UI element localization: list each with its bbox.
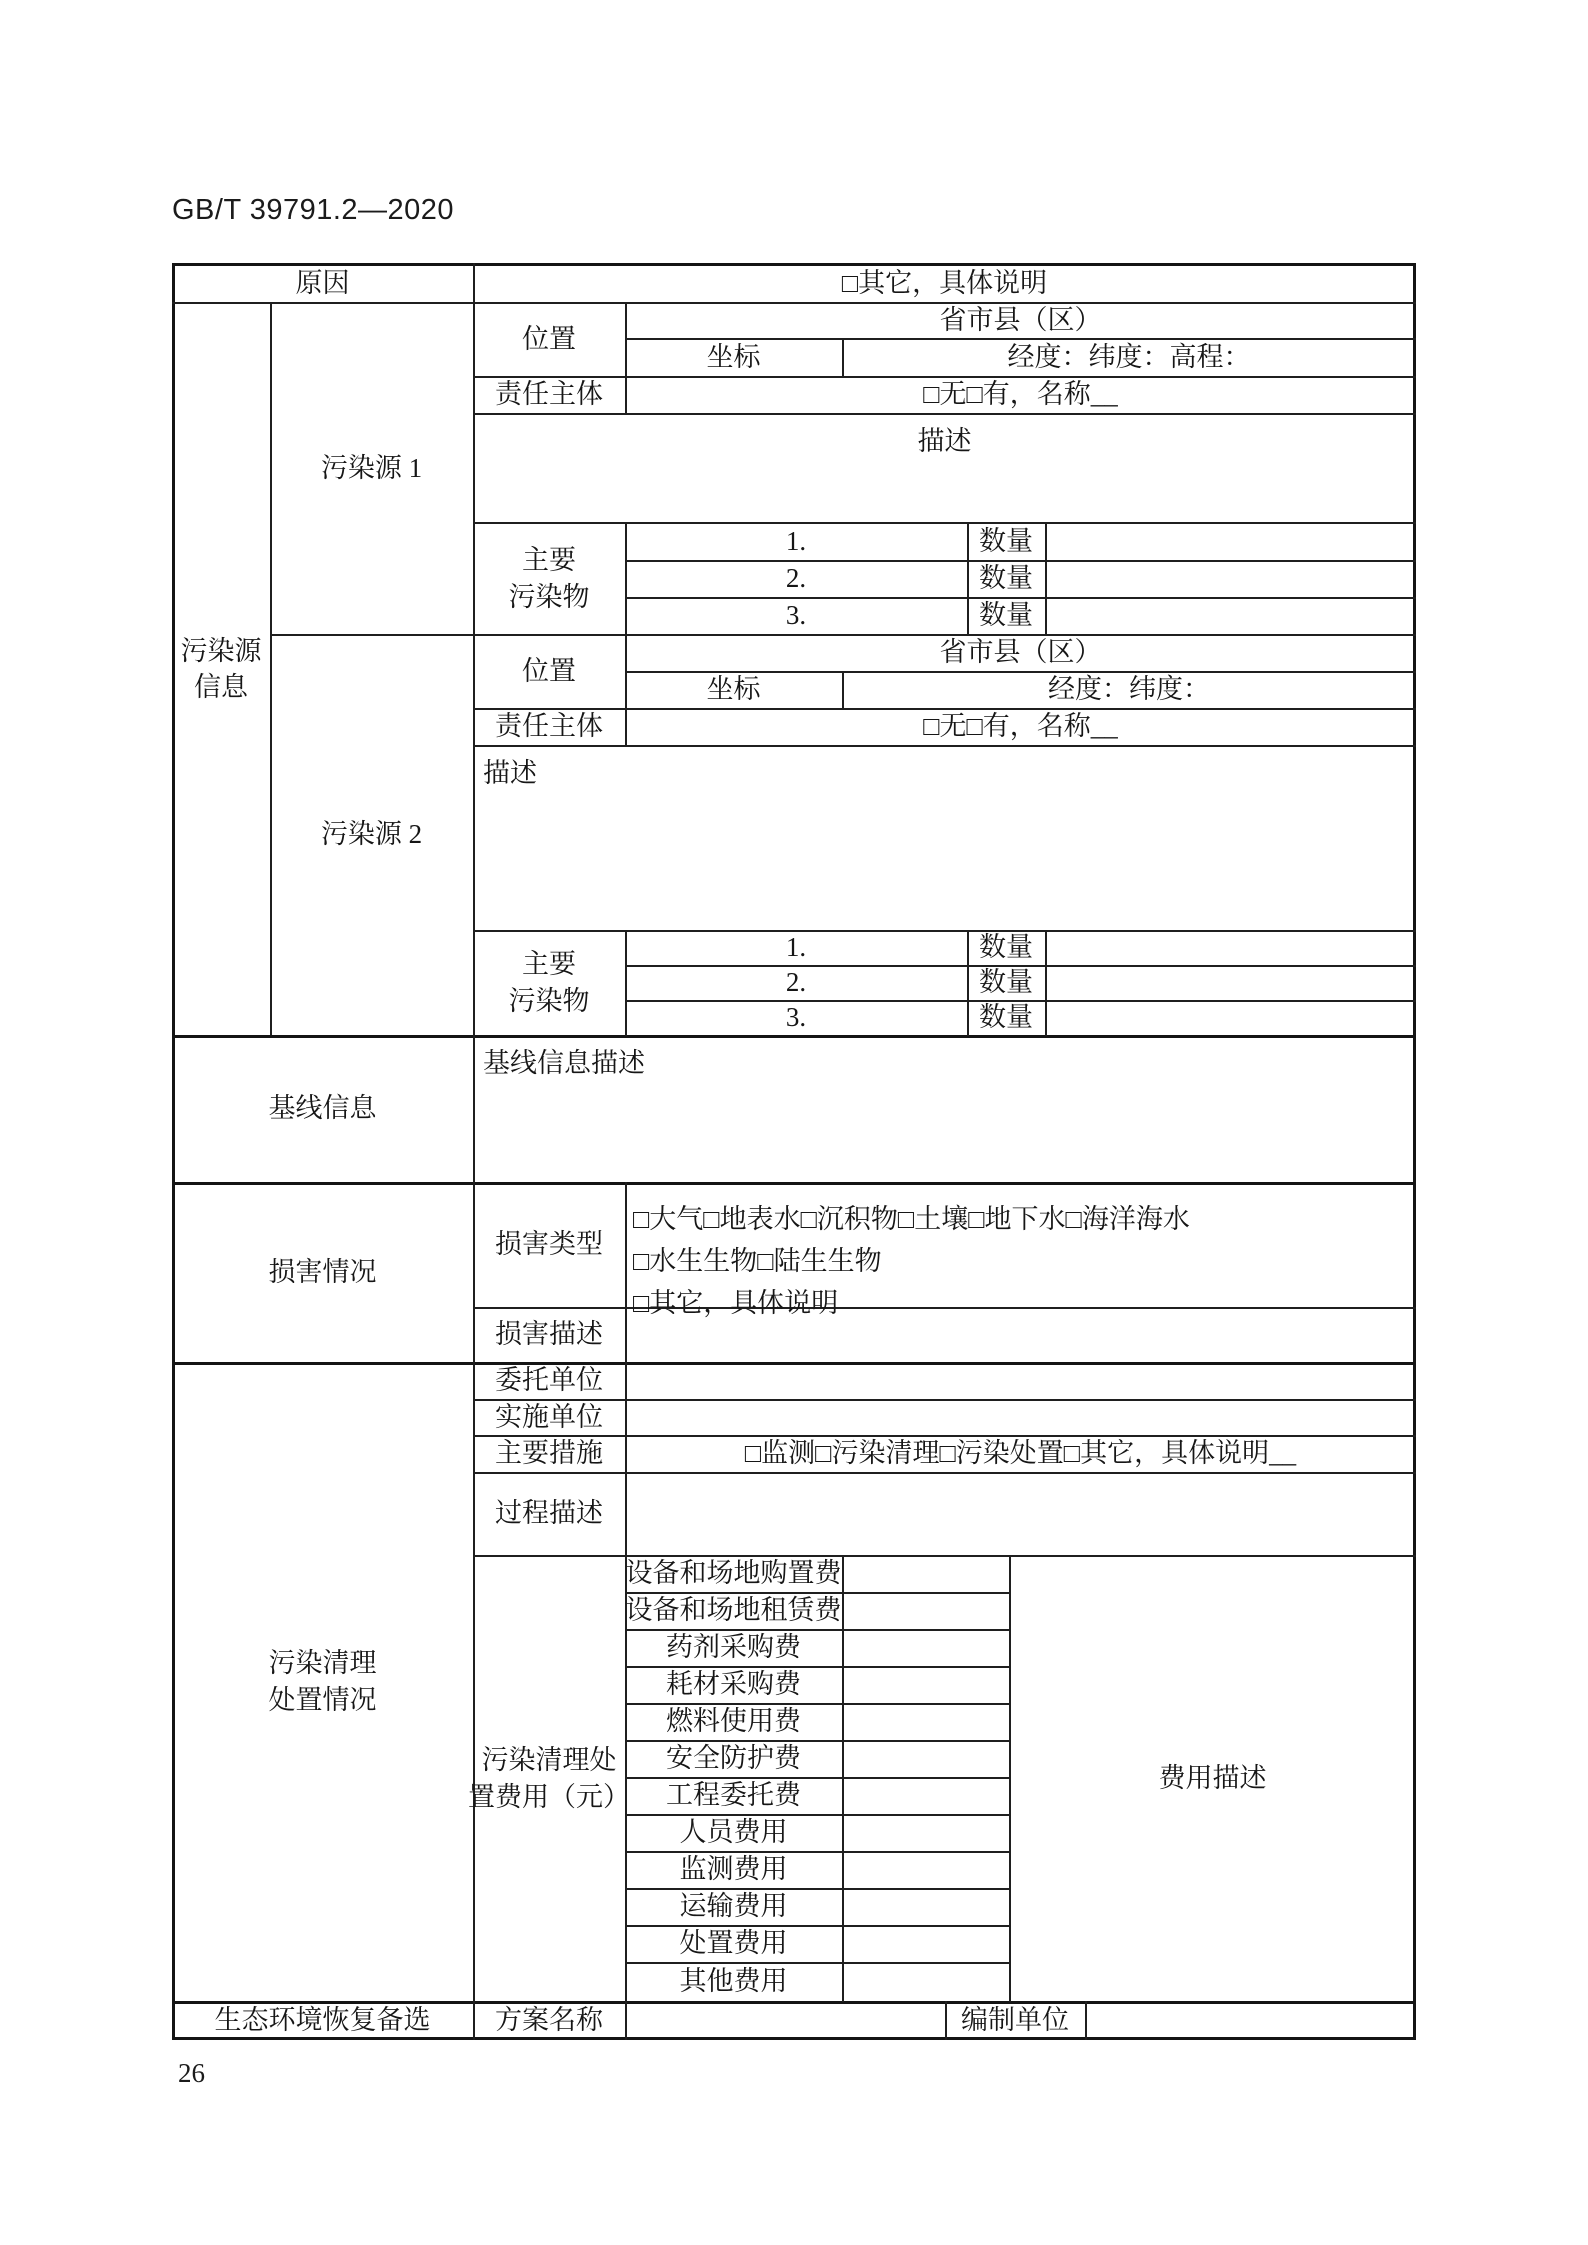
fee-label (468, 1555, 630, 2002)
fee-item-2: 设备和场地租赁费 (625, 1595, 842, 1626)
source1-pollutant-label-text: 主要 污染物 (508, 545, 590, 612)
source1-pollutant-qty-label-2: 数量 (979, 563, 1033, 594)
fee-item-6: 安全防护费 (666, 1743, 801, 1774)
grid-line-v (1045, 522, 1047, 635)
source2-pollutant-no-1: 1. (785, 932, 807, 963)
source2-pollutant-qty-label-1: 数量 (979, 932, 1033, 963)
source2-region: 省市县（区） (939, 637, 1102, 668)
source2-responsible-value: □无□有，名称__ (923, 711, 1118, 742)
standard-number-header: GB/T 39791.2—2020 (172, 194, 455, 226)
source2-coord-value: 经度：纬度： (1048, 674, 1210, 705)
grid-line-v (1085, 2001, 1087, 2040)
source1-coord-label: 坐标 (706, 341, 761, 372)
source1-pollutant-qty-label-1: 数量 (979, 525, 1033, 556)
source2-pollutant-qty-label-3: 数量 (979, 1002, 1033, 1033)
reason-value: □其它，具体说明 (841, 267, 1048, 298)
source-info-label (172, 303, 270, 1035)
fee-item-12: 其他费用 (679, 1966, 788, 1997)
fee-desc-label: 费用描述 (1158, 1763, 1267, 1794)
source1-pollutant-qty-label-3: 数量 (979, 600, 1033, 631)
source1-responsible-label: 责任主体 (495, 379, 603, 410)
fee-item-9: 监测费用 (679, 1854, 788, 1885)
source1-location-label: 位置 (522, 324, 576, 355)
source2-pollutant-no-2: 2. (785, 967, 807, 998)
reason-label: 原因 (295, 267, 350, 298)
source1-coord-value: 经度：纬度：高程： (1007, 341, 1251, 372)
source2-pollutant-label (473, 930, 625, 1035)
damage-type-line-3: □其它，具体说明 (633, 1288, 839, 1318)
implement-unit-label: 实施单位 (495, 1401, 603, 1432)
source-info-label-text: 污染源 信息 (180, 635, 262, 702)
source2-label: 污染源 2 (320, 819, 423, 850)
cleanup-label-text: 污染清理 处置情况 (268, 1648, 377, 1715)
source1-label: 污染源 1 (320, 453, 423, 484)
source1-pollutant-no-1: 1. (785, 525, 807, 556)
source2-location-label: 位置 (522, 655, 576, 686)
damage-label: 损害情况 (268, 1256, 377, 1287)
damage-type-line-2: □水生生物□陆生生物 (633, 1246, 882, 1276)
source1-pollutant-label (473, 522, 625, 635)
source2-desc-label: 描述 (483, 758, 537, 788)
source2-coord-label: 坐标 (706, 674, 761, 705)
damage-type-label: 损害类型 (495, 1229, 603, 1260)
source2-pollutant-qty-label-2: 数量 (979, 967, 1033, 998)
fee-item-3: 药剂采购费 (666, 1632, 801, 1663)
source2-pollutant-label-text: 主要 污染物 (508, 949, 590, 1016)
source1-region: 省市县（区） (939, 305, 1102, 336)
fee-item-5: 燃料使用费 (666, 1706, 801, 1737)
fee-item-11: 处置费用 (679, 1928, 788, 1959)
entrust-unit-label: 委托单位 (495, 1365, 603, 1396)
source1-pollutant-no-3: 3. (785, 600, 807, 631)
baseline-label: 基线信息 (268, 1093, 377, 1124)
damage-type-line-1: □大气□地表水□沉积物□土壤□地下水□海洋海水 (633, 1204, 1190, 1234)
source2-responsible-label: 责任主体 (495, 711, 603, 742)
damage-desc-label: 损害描述 (495, 1319, 603, 1350)
source1-desc-label: 描述 (917, 426, 972, 456)
fee-item-7: 工程委托费 (666, 1780, 801, 1811)
restore-plan-label: 方案名称 (495, 2004, 603, 2035)
fee-label-text: 污染清理处 置费用（元） (468, 1745, 630, 1812)
grid-line-v (1045, 930, 1047, 1036)
measures-value: □监测□污染清理□污染处置□其它，具体说明__ (744, 1438, 1297, 1469)
fee-item-4: 耗材采购费 (666, 1669, 801, 1700)
baseline-desc: 基线信息描述 (483, 1048, 645, 1078)
grid-line-v (842, 1555, 844, 2002)
source1-responsible-value: □无□有，名称__ (923, 379, 1118, 410)
restore-unit-label: 编制单位 (961, 2004, 1069, 2035)
source1-pollutant-no-2: 2. (785, 563, 807, 594)
fee-item-8: 人员费用 (679, 1817, 788, 1848)
fee-item-1: 设备和场地购置费 (625, 1558, 842, 1589)
damage-type-options (625, 1182, 1416, 1318)
process-desc-label: 过程描述 (495, 1498, 603, 1529)
page-number: 26 (178, 2058, 205, 2088)
fee-item-10: 运输费用 (679, 1891, 788, 1922)
measures-label: 主要措施 (495, 1438, 603, 1469)
cleanup-label (172, 1362, 473, 2001)
source2-pollutant-no-3: 3. (785, 1002, 807, 1033)
restore-label: 生态环境恢复备选 (214, 2004, 431, 2035)
